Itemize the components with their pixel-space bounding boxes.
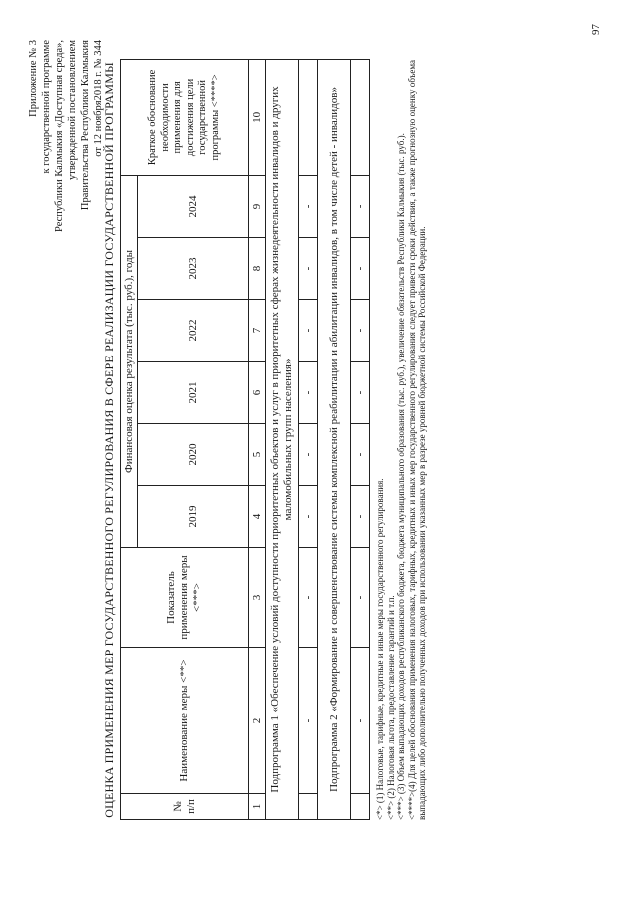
table-cell: - [351,548,370,648]
table-cell: - [299,300,318,362]
subprogram-1-title: Подпрограмма 1 «Обеспечение условий доступности приоритетных объектов и услуг в приоритетных сферах жизнедеятельности инвалидов и других маломобильных групп населения» [266,59,299,819]
table-header-row [121,59,138,819]
table-cell [351,794,370,820]
table-cell: - [299,238,318,300]
table-cell: - [351,238,370,300]
page-number: 97 [590,24,602,35]
column-number: 1 [249,794,266,820]
approval-line: Приложение № 3 [28,40,39,117]
header-justification: Краткое обоснование необходимости применения для достижения цели государственной программы <****> [121,59,249,175]
header-indicator: Показатель применения меры <***> [121,548,249,648]
table-cell: - [351,300,370,362]
table-cell: - [299,548,318,648]
footnote: <***> (3) Объем выпадающих доходов республиканского бюджета, бюджета муниципального образования (тыс. руб.), увеличение обязательств Республики Калмыкия (тыс. руб.). [396,133,406,820]
regulation-measures-table [120,59,370,820]
column-number: 4 [249,486,266,548]
approval-block [27,40,105,302]
header-financial-assessment: Финансовая оценка результата (тыс. руб.), годы [121,175,138,547]
table-row [299,59,318,819]
rotated-document-page [25,20,615,880]
table-cell: - [299,362,318,424]
footnote: <**> (2) Налоговая льгота, предоставление гарантий и т.п. [385,595,396,820]
approval-line: к государственной программе [41,40,52,174]
table-cell: - [351,424,370,486]
column-number: 7 [249,300,266,362]
column-number: 5 [249,424,266,486]
header-no: № п/п [121,794,249,820]
column-number: 6 [249,362,266,424]
table-cell: - [351,648,370,794]
approval-line: Республики Калмыкия «Доступная среда», [54,40,65,232]
table-cell [299,59,318,175]
footnotes [375,60,428,820]
column-number-row [249,59,266,819]
table-cell: - [351,486,370,548]
table-cell: - [299,648,318,794]
column-number: 3 [249,548,266,648]
column-number: 10 [249,59,266,175]
approval-line: утвержденной постановлением [67,40,78,180]
table-row [351,59,370,819]
approval-line: от 12 ноября2018 г. № 344 [93,40,104,157]
document-title: ОЦЕНКА ПРИМЕНЕНИЯ МЕР ГОСУДАРСТВЕННОГО РЕГУЛИРОВАНИЯ В СФЕРЕ РЕАЛИЗАЦИИ ГОСУДАРСТВЕННОЙ ПРОГРАММЫ [102,62,116,818]
year-header: 2022 [138,300,249,362]
table-cell [299,794,318,820]
column-number: 2 [249,648,266,794]
header-measure-name: Наименование меры <**> [121,648,249,794]
column-number: 8 [249,238,266,300]
approval-line: Правительства Республики Калмыкия [80,40,91,211]
column-number: 9 [249,175,266,237]
subprogram-1-row [266,59,299,819]
year-header: 2020 [138,424,249,486]
table-cell: - [351,175,370,237]
footnote: <****>(4) Для целей обоснования применения налоговых, тарифных, кредитных и иных мер государственного регулирования следует привести сроки действия, а также прогнозную оценку объема выпадающих либо дополнительно полученных доходов при использовании указанных мер в разрезе уровней бюджетной системы Российской Федерации. [406,60,427,820]
subprogram-2-title: Подпрограмма 2 «Формирование и совершенствование системы комплексной реабилитации и абилитации инвалидов, в том числе детей - инвалидов» [318,59,351,819]
year-header: 2024 [138,175,249,237]
table-cell: - [299,486,318,548]
table-cell: - [299,175,318,237]
table-cell [351,59,370,175]
table-cell: - [351,362,370,424]
year-header: 2019 [138,486,249,548]
year-header: 2021 [138,362,249,424]
table-cell: - [299,424,318,486]
subprogram-2-row [318,59,351,819]
footnote: <*> (1) Налоговые, тарифные, кредитные и иные меры государственного регулирования. [375,478,385,820]
year-header: 2023 [138,238,249,300]
